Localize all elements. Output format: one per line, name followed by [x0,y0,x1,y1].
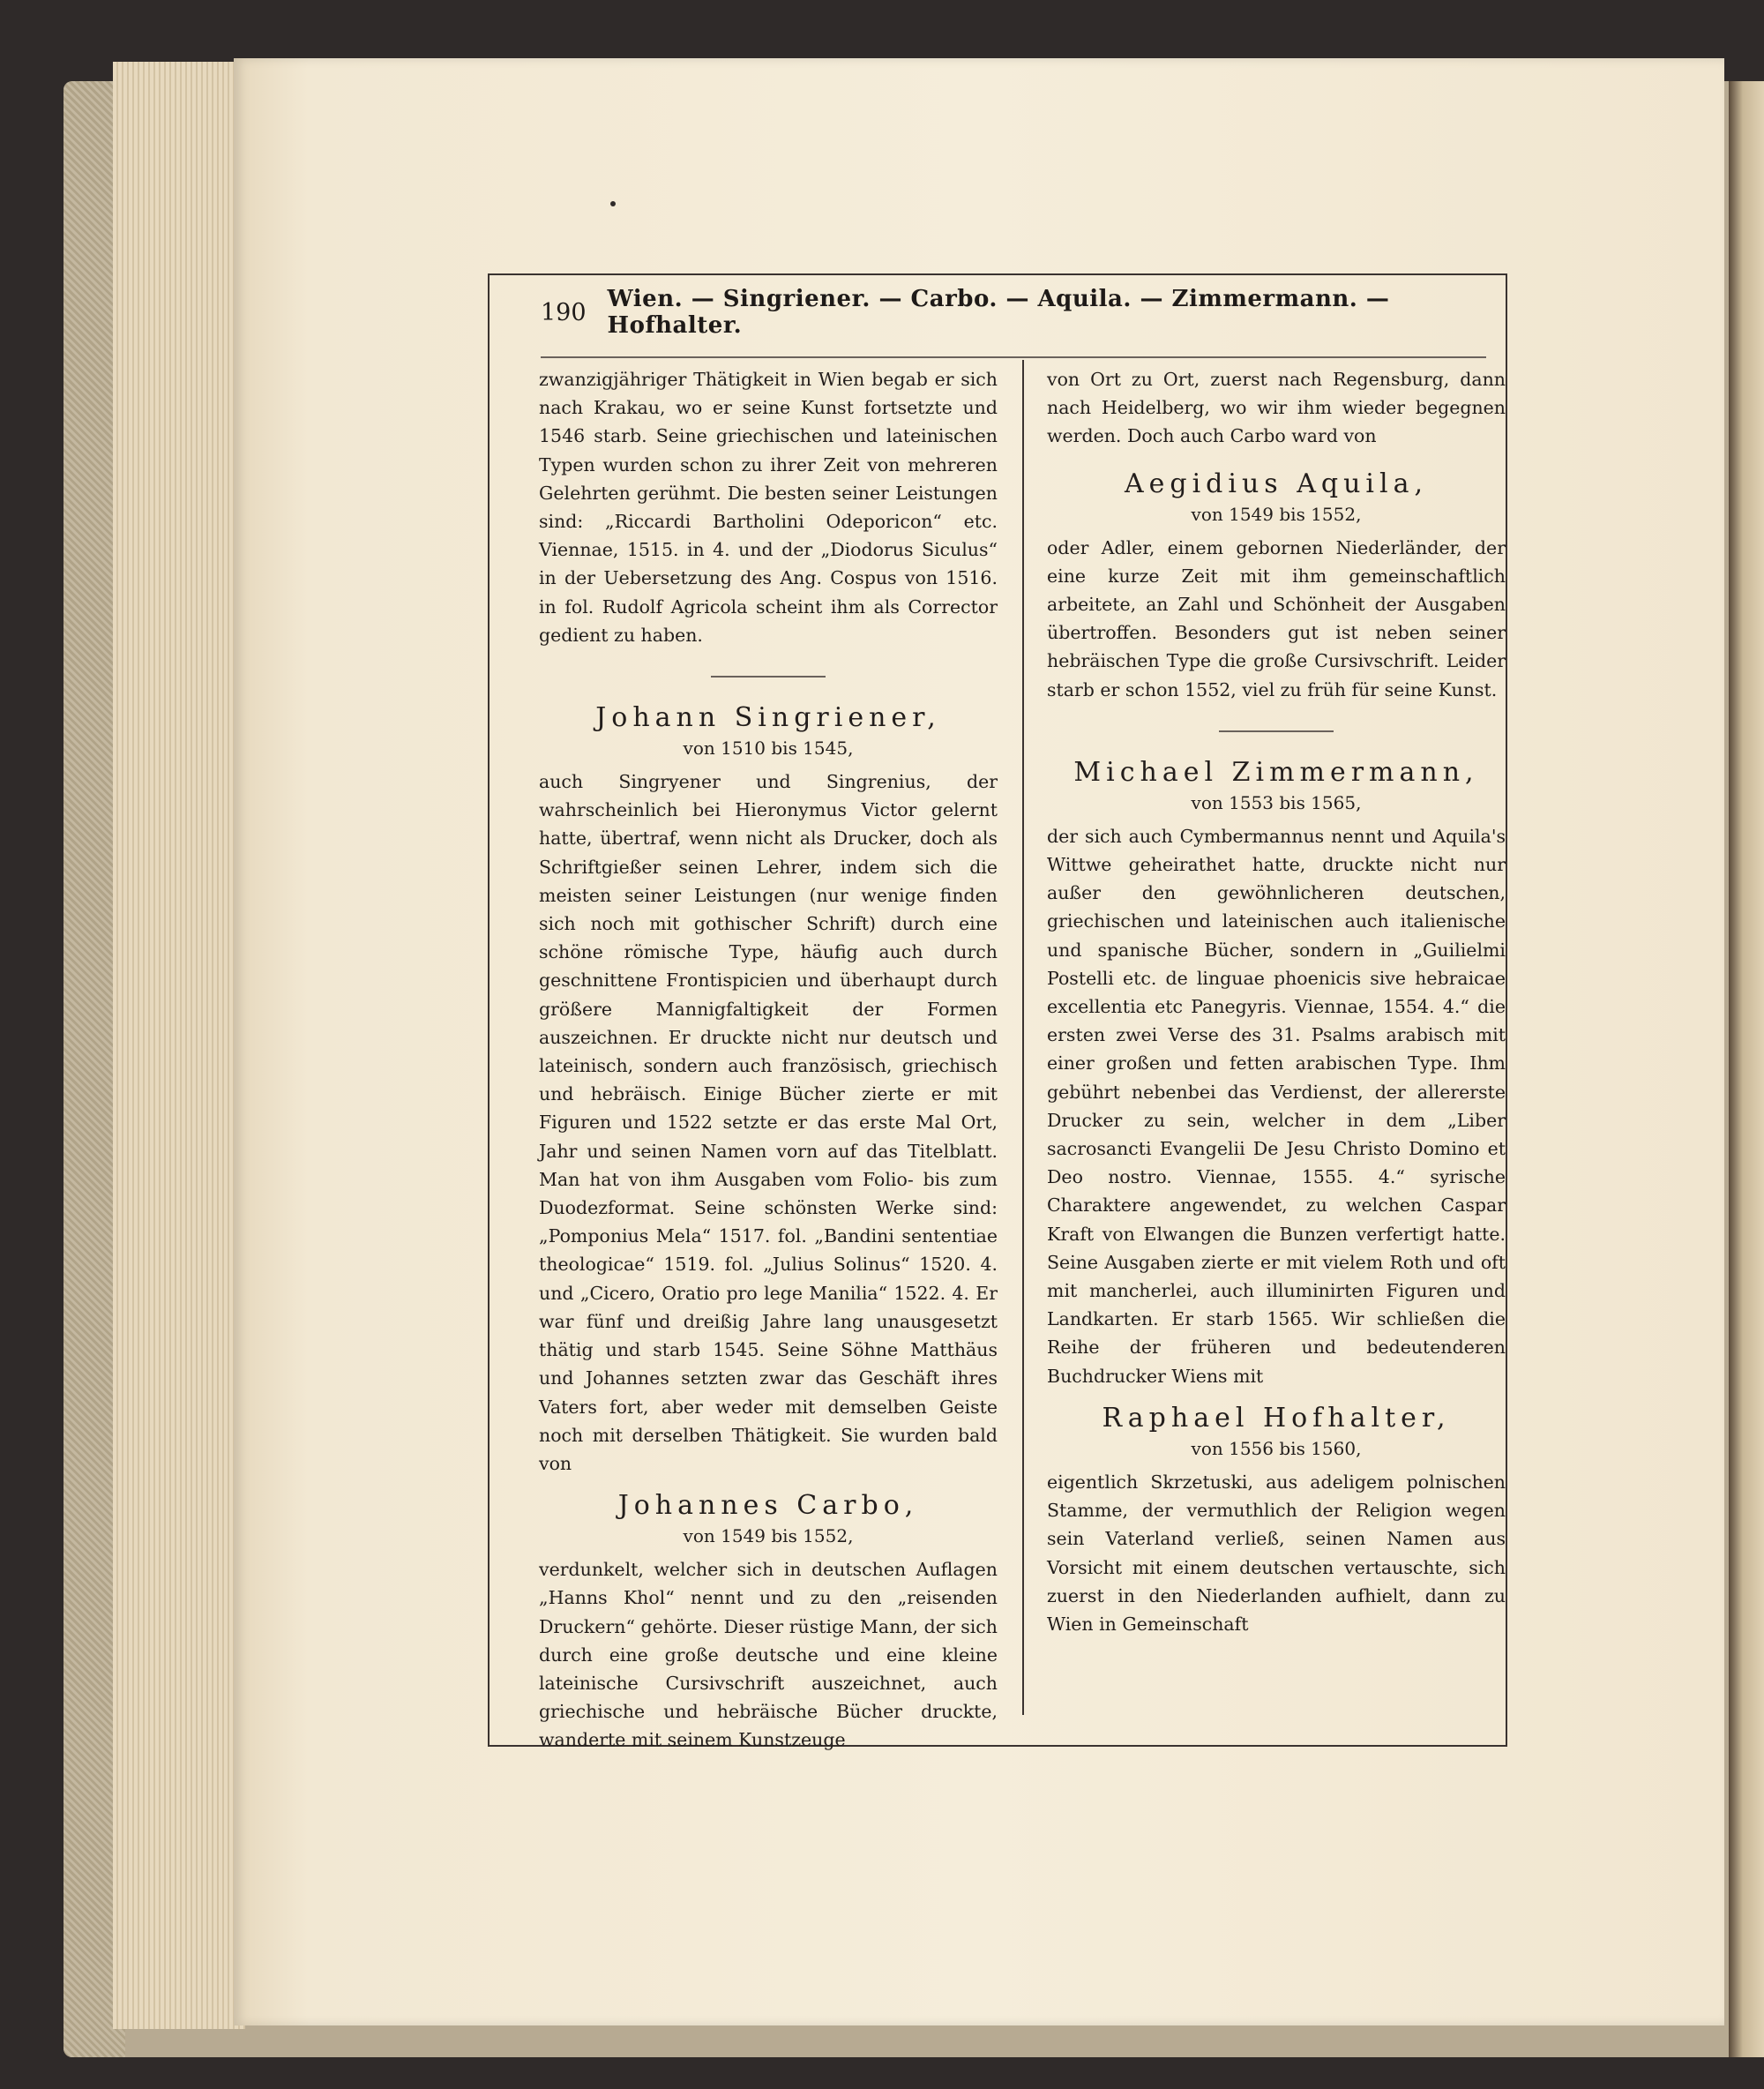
heading-zimmermann: Michael Zimmermann, [1073,756,1479,788]
left-column [539,365,998,1755]
paragraph-zimmermann: der sich auch Cymbermannus nennt und Aquila's Wittwe geheirathet hatte, druckte nicht nur außer den gewöhnlicheren deutschen, griechischen und lateinischen auch italienische und spanische Bücher, sondern in „Guilielmi Postelli etc. de linguae phoenicis sive hebraicae excellentia etc Panegyris. Viennae, 1554. 4.“ die ersten zwei Verse des 31. Psalms arabisch mit einer großen und fetten arabischen Type. Ihm gebührt nebenbei das Verdienst, der allererste Drucker zu sein, welcher in dem „Liber sacrosancti Evangelii De Jesu Christo Domino et Deo nostro. Viennae, 1555. 4.“ syrische Charaktere angewendet, zu welchen Caspar Kraft von Elwangen die Bunzen verfertigt hatte. Seine Ausgaben zierte er mit vielem Roth und oft mit mancherlei, auch illuminirten Figuren und Landkarten. Er starb 1565. Wir schließen die Reihe der früheren und bedeutenderen Buchdrucker Wiens mit [1047,825,1506,1387]
heading-carbo: Johannes Carbo, [617,1490,919,1522]
text-frame [488,273,1507,1751]
right-column [1047,365,1506,1638]
facing-page-edge [1729,81,1764,2057]
left-intro-paragraph: zwanzigjähriger Thätigkeit in Wien begab er sich nach Krakau, wo er seine Kunst fortsetzte und 1546 starb. Seine griechischen und lateinischen Typen wurden schon zu ihrer Zeit von mehreren Gelehrten gerühmt. Die besten seiner Leistungen sind: „Riccardi Bartholini Odeporicon“ etc. Viennae, 1515. in 4. und der „Diodorus Siculus“ in der Uebersetzung des Ang. Cospus von 1516. in fol. Rudolf Agricola scheint ihm als Corrector gedient zu haben. [539,369,998,646]
dates-aquila: von 1549 bis 1552, [1191,503,1362,525]
paragraph-hofhalter: eigentlich Skrzetuski, aus adeligem polnischen Stamme, der vermuthlich der Religion wegen sein Vaterland verließ, seinen Namen aus Vorsicht mit einem deutschen vertauschte, sich zuerst in den Niederlanden aufhielt, dann zu Wien in Gemeinschaft [1047,1471,1506,1635]
header-rule [541,356,1486,358]
dates-zimmermann: von 1553 bis 1565, [1191,791,1362,813]
dates-singriener: von 1510 bis 1545, [683,738,854,760]
right-intro-paragraph: von Ort zu Ort, zuerst nach Regensburg, dann nach Heidelberg, wo wir ihm wieder begegnen werden. Doch auch Carbo ward von [1047,369,1506,447]
book-page [234,58,1724,2025]
paragraph-carbo: verdunkelt, welcher sich in deutschen Auflagen „Hanns Khol“ nennt und zu den „reisenden Druckern“ gehörte. Dieser rüstige Mann, der sich durch eine große deutsche und eine kleine lateinische Cursivschrift auszeichnet, auch griechische und hebräische Bücher druckte, wanderte mit seinem Kunstzeuge [539,1559,998,1751]
section-separator [1219,730,1334,732]
paragraph-singriener: auch Singryener und Singrenius, der wahrscheinlich bei Hieronymus Victor gelernt hatte, übertraf, wenn nicht als Drucker, doch als Schriftgießer seinen Lehrer, indem sich die meisten seiner Leistungen (nur wenige finden sich noch mit gothischer Schrift) durch eine schöne römische Type, häufig auch durch geschnittene Frontispicien und überhaupt durch größere Mannigfaltigkeit der Formen auszeichnen. Er druckte nicht nur deutsch und lateinisch, sondern auch französisch, griechisch und hebräisch. Einige Bücher zierte er mit Figuren und 1522 setzte er das erste Mal Ort, Jahr und seinen Namen vorn auf das Titelblatt. Man hat von ihm Ausgaben vom Folio- bis zum Duodezformat. Seine schönsten Werke sind: „Pomponius Mela“ 1517. fol. „Bandini sententiae theologicae“ 1519. fol. „Julius Solinus“ 1520. 4. und „Cicero, Oratio pro lege Manilia“ 1522. 4. Er war fünf und dreißig Jahre lang unausgesetzt thätig und starb 1545. Seine Söhne Matthäus und Johannes setzten zwar das Geschäft ihres Vaters fort, aber weder mit demselben Geiste noch mit derselben Thätigkeit. Sie wurden bald von [539,771,998,1474]
section-separator [711,676,826,678]
heading-singriener: Johann Singriener, [595,702,941,734]
heading-aquila: Aegidius Aquila, [1124,468,1429,499]
dates-hofhalter: von 1556 bis 1560, [1191,1437,1362,1459]
page-number: 190 [541,298,587,326]
column-divider [1022,360,1024,1715]
running-title: Wien. — Singriener. — Carbo. — Aquila. — Zimmermann. — Hofhalter. [607,286,1390,339]
page-speck [610,201,616,206]
paragraph-aquila: oder Adler, einem gebornen Niederländer, der eine kurze Zeit mit ihm gemeinschaftlich arbeitete, an Zahl und Schönheit der Ausgaben übertroffen. Besonders gut ist neben seiner hebräischen Type die große Cursivschrift. Leider starb er schon 1552, viel zu früh für seine Kunst. [1047,536,1506,700]
page-edges [113,62,245,2029]
heading-hofhalter: Raphael Hofhalter, [1102,1402,1451,1434]
dates-carbo: von 1549 bis 1552, [683,1525,854,1547]
page-header [541,286,1467,339]
